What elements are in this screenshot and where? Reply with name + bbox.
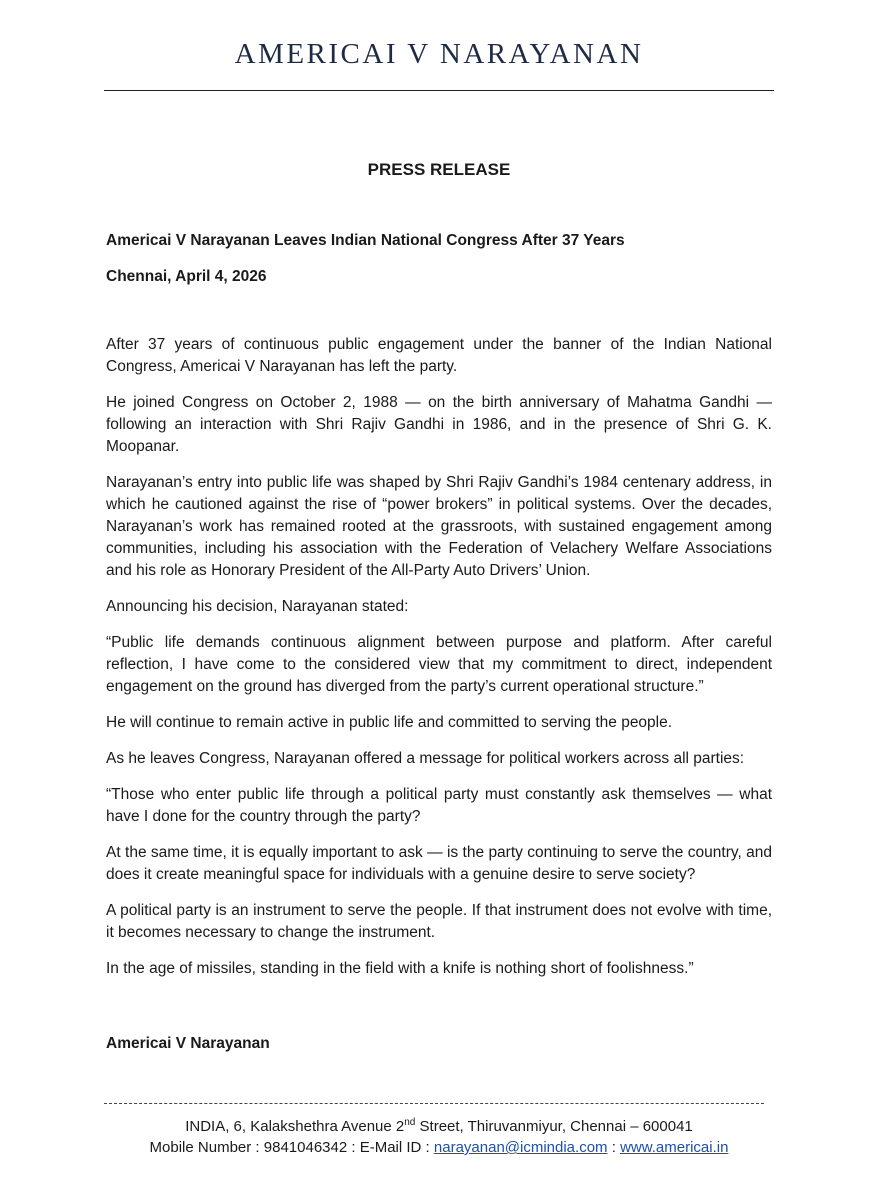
address-text-rest: Street, Thiruvanmiyur, Chennai – 600041 <box>415 1118 693 1135</box>
signature-name: Americai V Narayanan <box>106 1035 270 1052</box>
footer-address <box>0 1116 878 1137</box>
body-paragraph-quote: “Those who enter public life through a political party must constantly ask themselves — what have I done for the country through the party? <box>106 786 772 825</box>
body-paragraph: Announcing his decision, Narayanan stated: <box>106 598 409 615</box>
press-release-dateline: Chennai, April 4, 2026 <box>106 268 267 285</box>
letterhead-name: AMERICAI V NARAYANAN <box>234 38 644 70</box>
body-paragraph: Narayanan’s entry into public life was shaped by Shri Rajiv Gandhi’s 1984 centenary address, in which he cautioned against the rise of “power brokers” in political systems. Over the decades, Narayanan’s work has remained rooted at the grassroots, with sustained engagement among communities, including his association with the Federation of Velachery Welfare Associations and his role as Honorary President of the All-Party Auto Drivers’ Union. <box>106 474 772 579</box>
body-paragraph: He will continue to remain active in public life and committed to serving the people. <box>106 714 673 731</box>
footer-contact <box>0 1116 878 1158</box>
body-paragraph: As he leaves Congress, Narayanan offered a message for political workers across all parties: <box>106 750 745 767</box>
body-paragraph: He joined Congress on October 2, 1988 — on the birth anniversary of Mahatma Gandhi — following an interaction with Shri Rajiv Gandhi in 1986, and in the presence of Shri G. K. Moopanar. <box>106 394 772 455</box>
press-release-body <box>106 334 772 994</box>
header-divider <box>104 90 774 91</box>
email-label: : E-Mail ID : <box>347 1139 434 1156</box>
email-link[interactable]: narayanan@icmindia.com <box>433 1139 608 1156</box>
website-link[interactable]: www.americai.in <box>620 1139 729 1156</box>
body-paragraph-quote: A political party is an instrument to serve the people. If that instrument does not evolve with time, it becomes necessary to change the instrument. <box>106 902 772 941</box>
body-paragraph-quote: At the same time, it is equally important to ask — is the party continuing to serve the country, and does it create meaningful space for individuals with a genuine desire to serve society? <box>106 844 772 883</box>
footer-contact-line <box>0 1137 878 1158</box>
footer-divider <box>104 1103 764 1104</box>
contact-separator: : <box>607 1139 621 1156</box>
body-paragraph-quote: “Public life demands continuous alignment between purpose and platform. After careful reflection, I have come to the considered view that my commitment to direct, independent engagement on the ground has diverged from the party’s current operational structure.” <box>106 634 772 695</box>
body-paragraph: After 37 years of continuous public engagement under the banner of the Indian National Congress, Americai V Narayanan has left the party. <box>106 336 772 375</box>
address-ordinal-suffix: nd <box>404 1117 416 1128</box>
mobile-label: Mobile Number : <box>149 1139 264 1156</box>
address-text: INDIA, 6, Kalakshethra Avenue 2 <box>185 1118 405 1135</box>
press-release-headline: Americai V Narayanan Leaves Indian National Congress After 37 Years <box>106 232 625 249</box>
body-paragraph-quote: In the age of missiles, standing in the field with a knife is nothing short of foolishness.” <box>106 960 694 977</box>
mobile-number: 9841046342 <box>263 1139 348 1156</box>
document-type-title: PRESS RELEASE <box>367 160 511 179</box>
